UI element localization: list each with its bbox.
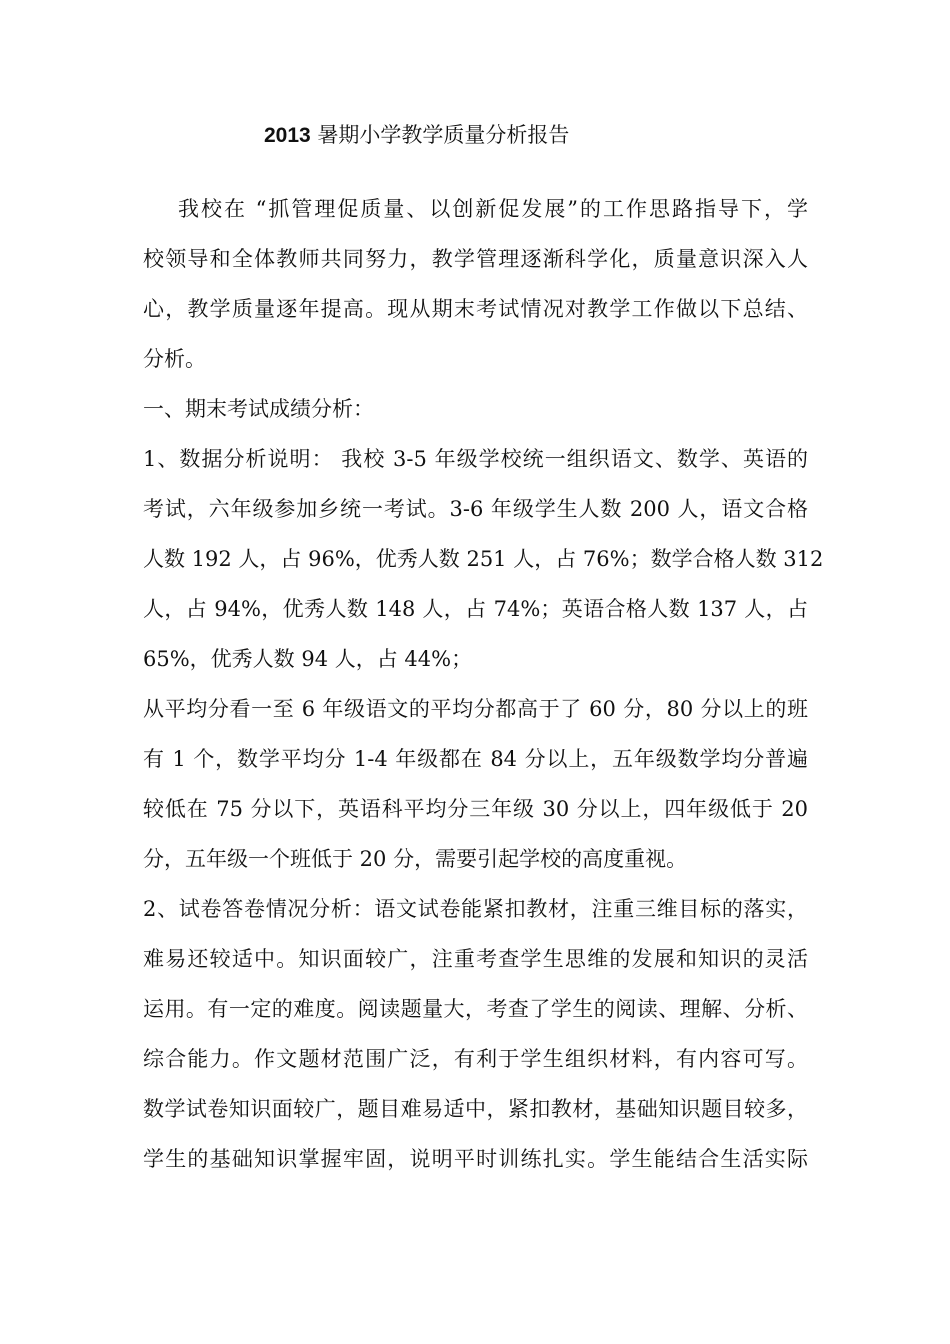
paragraph-line: 从平均分看一至 6 年级语文的平均分都高于了 60 分，80 分以上的班 xyxy=(143,697,808,721)
paragraph-line: 2、试卷答卷情况分析：语文试卷能紧扣教材，注重三维目标的落实， xyxy=(143,897,808,921)
paragraph-line: 有 1 个，数学平均分 1-4 年级都在 84 分以上，五年级数学均分普遍 xyxy=(143,747,808,771)
paragraph-line: 人数 192 人，占 96%，优秀人数 251 人，占 76%；数学合格人数 312 xyxy=(143,547,824,571)
paragraph-line: 人，占 94%，优秀人数 148 人，占 74%；英语合格人数 137 人，占 xyxy=(143,597,808,621)
paragraph-line: 我校在 “抓管理促质量、以创新促发展”的工作思路指导下，学 xyxy=(178,197,808,221)
section-heading: 一、期末考试成绩分析： xyxy=(143,397,374,421)
paragraph-line: 学生的基础知识掌握牢固，说明平时训练扎实。学生能结合生活实际 xyxy=(143,1147,808,1171)
paragraph-line: 校领导和全体教师共同努力，教学管理逐渐科学化，质量意识深入人 xyxy=(143,247,808,271)
paragraph-line: 1、数据分析说明： 我校 3-5 年级学校统一组织语文、数学、英语的 xyxy=(143,447,808,471)
paragraph-line: 综合能力。作文题材范围广泛，有利于学生组织材料，有内容可写。 xyxy=(143,1047,808,1071)
paragraph-line: 难易还较适中。知识面较广，注重考查学生思维的发展和知识的灵活 xyxy=(143,947,808,971)
document-title xyxy=(264,117,569,154)
paragraph-line: 分析。 xyxy=(143,347,206,371)
document-body xyxy=(143,184,824,1184)
paragraph-line: 考试，六年级参加乡统一考试。3-6 年级学生人数 200 人，语文合格 xyxy=(143,497,808,521)
title-text: 暑期小学教学质量分析报告 xyxy=(317,123,570,147)
paragraph-line: 分，五年级一个班低于 20 分，需要引起学校的高度重视。 xyxy=(143,847,688,871)
paragraph-line: 较低在 75 分以下，英语科平均分三年级 30 分以上，四年级低于 20 xyxy=(143,797,808,821)
paragraph-line: 65%，优秀人数 94 人，占 44%； xyxy=(143,647,473,671)
paragraph-line: 运用。有一定的难度。阅读题量大，考查了学生的阅读、理解、分析、 xyxy=(143,997,808,1021)
paragraph-line: 数学试卷知识面较广，题目难易适中，紧扣教材，基础知识题目较多， xyxy=(143,1097,808,1121)
title-year: 2013 xyxy=(264,124,311,147)
paragraph-line: 心，教学质量逐年提高。现从期末考试情况对教学工作做以下总结、 xyxy=(143,297,808,321)
